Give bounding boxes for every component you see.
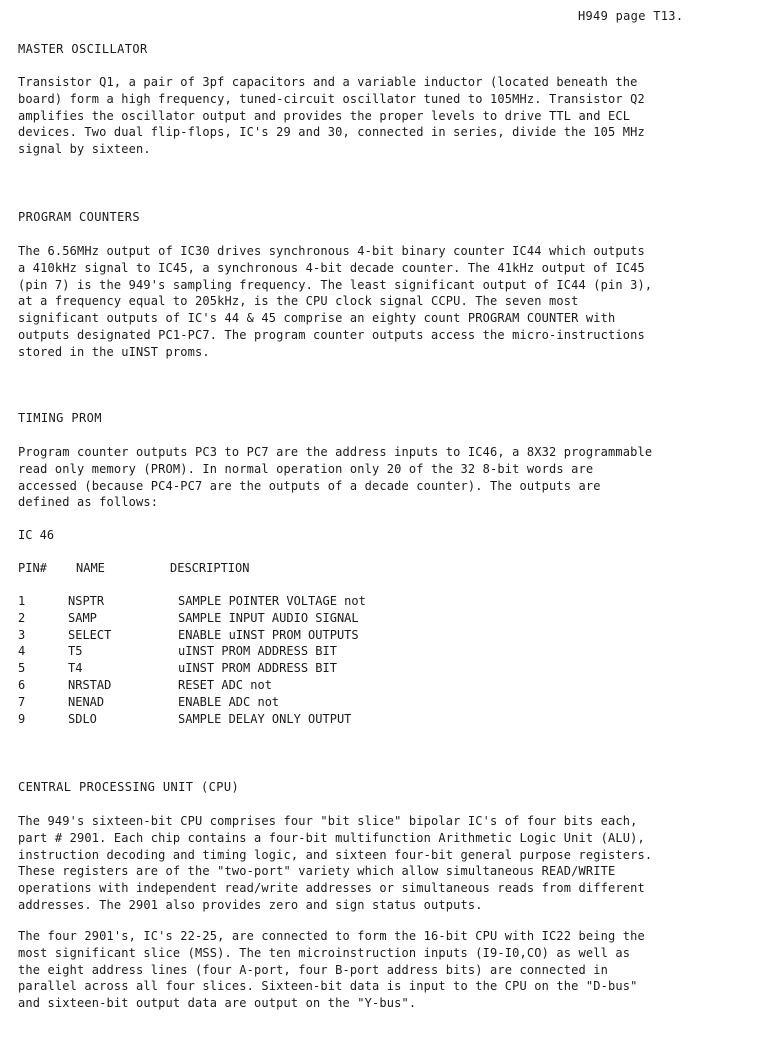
pin-number: 2 [18, 610, 26, 625]
table-row [0, 678, 761, 695]
heading-master-oscillator: MASTER OSCILLATOR [18, 42, 148, 56]
table-row [0, 628, 761, 645]
pin-name: NSPTR [68, 594, 105, 608]
pin-number: 7 [18, 694, 26, 709]
pin-name: SAMP [68, 610, 97, 625]
pin-description: SAMPLE INPUT AUDIO SIGNAL [178, 610, 359, 625]
table-row [0, 712, 761, 729]
pin-name: SDLO [68, 711, 97, 726]
table-row [0, 695, 761, 712]
table-row [0, 644, 761, 661]
paragraph-cpu-1: The 949's sixteen-bit CPU comprises four "bit slice" bipolar IC's of four bits each, part # 2901. Each chip contains a four-bit multifunction Arithmetic Logic Unit (ALU), instruction decoding and timing logic, and sixteen four-bit general purpose registers. These registers are of the "two-port" variety which allow simultaneous READ/WRITE operations with independent read/write addresses or simultaneous reads from different addresses. The 2901 also provides zero and sign status outputs. [18, 814, 653, 912]
paragraph-program-counters: The 6.56MHz output of IC30 drives synchronous 4-bit binary counter IC44 which outputs a 410kHz signal to IC45, a synchronous 4-bit decade counter. The 41kHz output of IC45 (pin 7) is the 949's sampling frequency. The least significant output of IC44 (pin 3), at a frequency equal to 205kHz, is the CPU clock signal CCPU. The seven most significant outputs of IC's 44 & 45 comprise an eighty count PROGRAM COUNTER with outputs designated PC1-PC7. The program counter outputs access the micro-instructions stored in the uINST proms. [18, 244, 653, 359]
header-pin: PIN# [18, 561, 47, 575]
paragraph-master-oscillator: Transistor Q1, a pair of 3pf capacitors and a variable inductor (located beneath the board) form a high frequency, tuned-circuit oscillator tuned to 105MHz. Transistor Q2 amplifies the oscillator output and provides the proper levels to drive TTL and ECL devices. Two dual flip-flops, IC's 29 and 30, connected in series, divide the 105 MHz signal by sixteen. [18, 75, 645, 157]
pin-number: 6 [18, 677, 26, 692]
pin-name: T4 [68, 661, 83, 676]
pin-table-body [0, 594, 761, 728]
pin-name: SELECT [68, 627, 112, 642]
page-reference: H949 page T13. [578, 9, 684, 23]
table-row [0, 594, 761, 611]
pin-name: NENAD [68, 694, 105, 709]
ic-46-label: IC 46 [18, 528, 55, 542]
table-row [0, 661, 761, 678]
pin-name: T5 [68, 644, 83, 659]
pin-description: ENABLE ADC not [178, 694, 280, 709]
pin-description: uINST PROM ADDRESS BIT [178, 661, 337, 676]
pin-description: SAMPLE POINTER VOLTAGE not [178, 594, 366, 608]
heading-cpu: CENTRAL PROCESSING UNIT (CPU) [18, 780, 240, 794]
header-description: DESCRIPTION [170, 561, 250, 575]
pin-number: 4 [18, 644, 26, 659]
pin-number: 3 [18, 627, 26, 642]
pin-number: 5 [18, 661, 26, 676]
pin-description: ENABLE uINST PROM OUTPUTS [178, 627, 359, 642]
table-row [0, 611, 761, 628]
paragraph-cpu-2: The four 2901's, IC's 22-25, are connected to form the 16-bit CPU with IC22 being the most significant slice (MSS). The ten microinstruction inputs (I9-I0,CO) as well as the eight address lines (four A-port, four B-port address bits) are connected in parallel across all four slices. Sixteen-bit data is input to the CPU on the "D-bus" and sixteen-bit output data are output on the "Y-bus". [18, 929, 645, 1011]
pin-name: NRSTAD [68, 677, 112, 692]
pin-description: uINST PROM ADDRESS BIT [178, 644, 337, 659]
pin-number: 9 [18, 711, 26, 726]
pin-description: SAMPLE DELAY ONLY OUTPUT [178, 711, 352, 726]
heading-timing-prom: TIMING PROM [18, 411, 102, 425]
pin-number: 1 [18, 594, 26, 608]
pin-table-header [0, 561, 761, 578]
heading-program-counters: PROGRAM COUNTERS [18, 210, 140, 224]
paragraph-timing-prom: Program counter outputs PC3 to PC7 are the address inputs to IC46, a 8X32 programmable read only memory (PROM). In normal operation only 20 of the 32 8-bit words are accessed (because PC4-PC7 are the outputs of a decade counter). The outputs are defined as follows: [18, 445, 653, 510]
pin-description: RESET ADC not [178, 677, 272, 692]
header-name: NAME [76, 561, 105, 575]
